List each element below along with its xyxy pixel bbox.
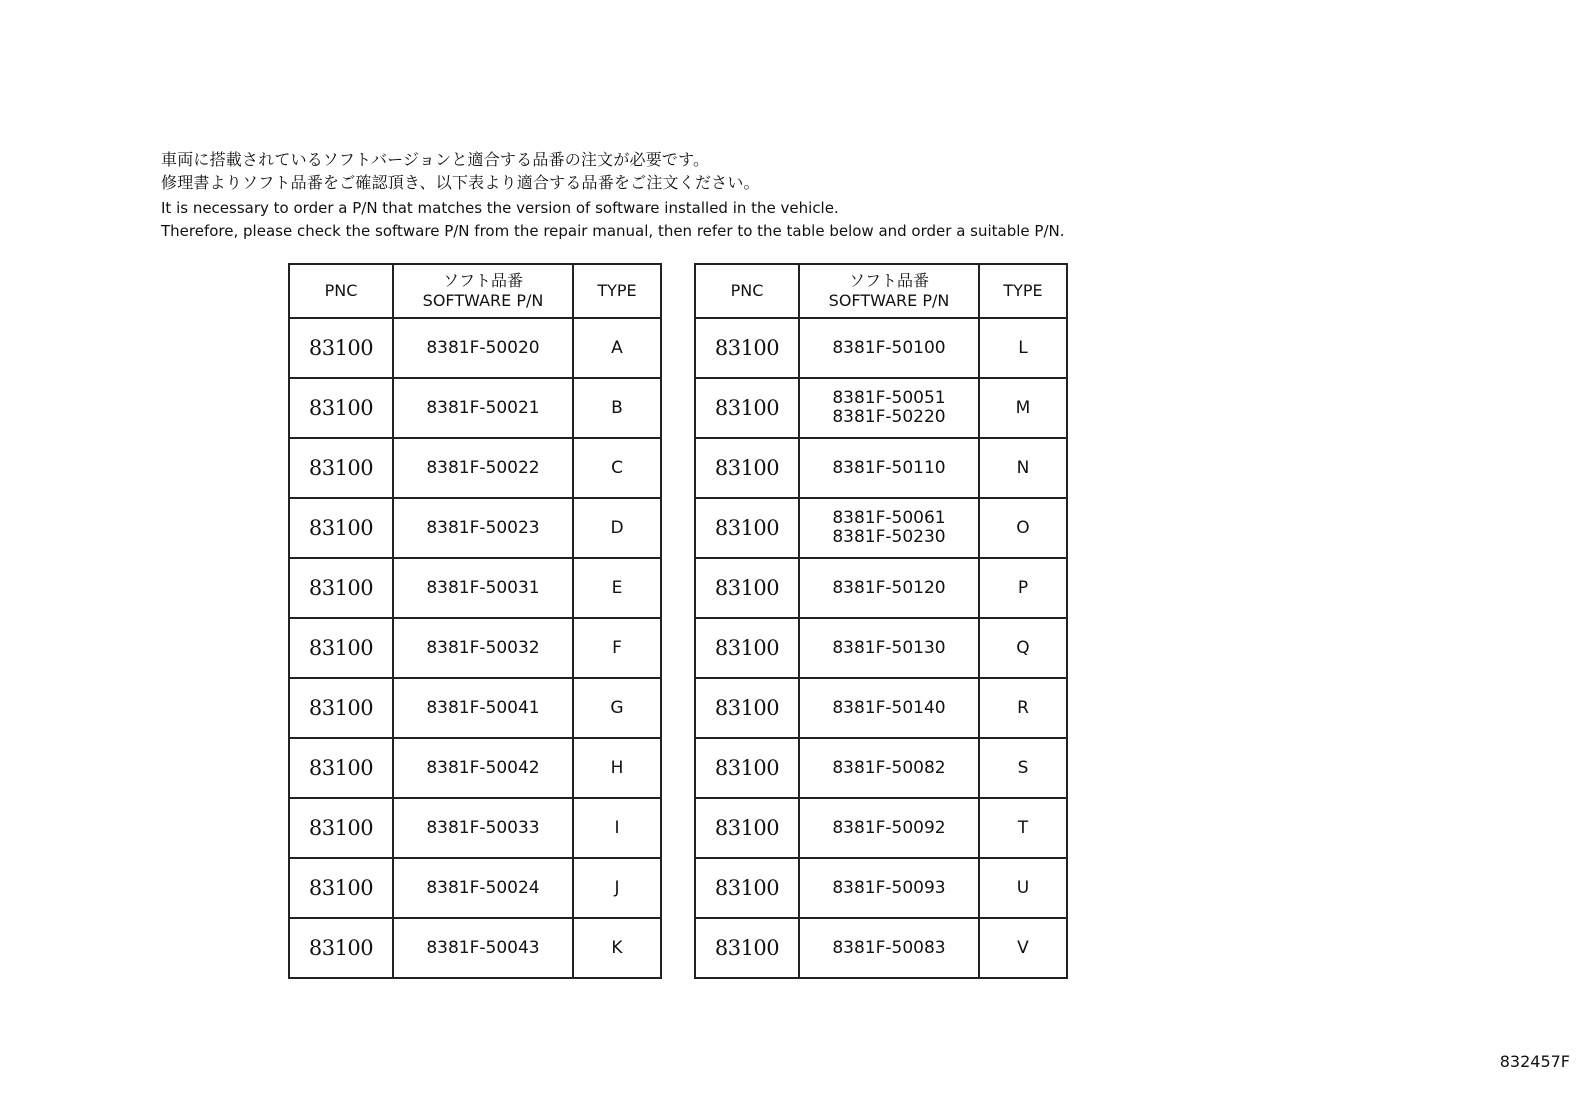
header-type: TYPE	[979, 264, 1067, 318]
table-row	[289, 318, 661, 378]
table-row	[695, 558, 1067, 618]
software-pn: 8381F-50041	[426, 697, 540, 718]
type-cell: J	[573, 858, 661, 918]
table-row	[289, 558, 661, 618]
header-pnc: PNC	[695, 264, 799, 318]
software-pn-cell	[393, 918, 573, 978]
table-row	[289, 798, 661, 858]
table-row	[289, 498, 661, 558]
pnc-cell: 83100	[289, 798, 393, 858]
software-pn: 8381F-50042	[426, 757, 540, 778]
header-software-pn	[799, 264, 979, 318]
software-pn: 8381F-50023	[426, 517, 540, 538]
pnc-cell: 83100	[695, 438, 799, 498]
header-software-jp: ソフト品番	[848, 271, 929, 290]
software-pn-table-right	[694, 263, 1068, 979]
instruction-notes	[161, 148, 1065, 243]
pnc-cell: 83100	[289, 678, 393, 738]
software-pn: 8381F-50033	[426, 817, 540, 838]
type-cell: I	[573, 798, 661, 858]
table-row	[695, 498, 1067, 558]
type-cell: V	[979, 918, 1067, 978]
software-pn: 8381F-50032	[426, 637, 540, 658]
pnc-cell: 83100	[289, 918, 393, 978]
software-pn-cell	[393, 738, 573, 798]
software-pn-cell	[799, 318, 979, 378]
type-cell: C	[573, 438, 661, 498]
software-pn: 8381F-50031	[426, 577, 540, 598]
table-row	[695, 618, 1067, 678]
table-row	[289, 738, 661, 798]
note-en-line-1: It is necessary to order a P/N that matches the version of software installed in the vehicle.	[161, 199, 839, 217]
software-pn-cell	[799, 618, 979, 678]
type-cell: D	[573, 498, 661, 558]
pnc-cell: 83100	[695, 858, 799, 918]
pnc-cell: 83100	[289, 318, 393, 378]
type-cell: U	[979, 858, 1067, 918]
note-jp-line-1: 車両に搭載されているソフトバージョンと適合する品番の注文が必要です。	[161, 150, 710, 169]
pnc-cell: 83100	[695, 798, 799, 858]
type-cell: P	[979, 558, 1067, 618]
pnc-cell: 83100	[695, 498, 799, 558]
software-pn: 8381F-50092	[832, 817, 946, 838]
table-body-right	[695, 318, 1067, 978]
table-row	[695, 798, 1067, 858]
pnc-cell: 83100	[289, 858, 393, 918]
type-cell: N	[979, 438, 1067, 498]
software-pn: 8381F-50230	[832, 527, 946, 547]
header-software-en: SOFTWARE P/N	[422, 291, 544, 310]
table-row	[695, 438, 1067, 498]
table-row	[695, 678, 1067, 738]
pnc-cell: 83100	[695, 318, 799, 378]
pnc-cell: 83100	[289, 558, 393, 618]
software-pn-cell	[393, 858, 573, 918]
table-header-row	[695, 264, 1067, 318]
pnc-cell: 83100	[695, 738, 799, 798]
software-pn: 8381F-50110	[832, 457, 946, 478]
software-pn: 8381F-50120	[832, 577, 946, 598]
software-pn-cell	[799, 678, 979, 738]
table-row	[289, 858, 661, 918]
type-cell: S	[979, 738, 1067, 798]
type-cell: G	[573, 678, 661, 738]
software-pn: 8381F-50022	[426, 457, 540, 478]
software-pn-cell	[393, 318, 573, 378]
note-jp-line-2: 修理書よりソフト品番をご確認頂き、以下表より適合する品番をご注文ください。	[161, 173, 760, 192]
software-pn: 8381F-50061	[832, 508, 946, 528]
type-cell: O	[979, 498, 1067, 558]
pnc-cell: 83100	[695, 678, 799, 738]
table-row	[289, 618, 661, 678]
pnc-cell: 83100	[695, 558, 799, 618]
pnc-cell: 83100	[289, 738, 393, 798]
software-pn-cell	[799, 438, 979, 498]
software-pn: 8381F-50130	[832, 637, 946, 658]
header-software-pn	[393, 264, 573, 318]
table-row	[289, 918, 661, 978]
software-pn-cell	[799, 798, 979, 858]
table-row	[289, 438, 661, 498]
software-pn-cell	[799, 918, 979, 978]
type-cell: F	[573, 618, 661, 678]
software-pn: 8381F-50051	[832, 388, 946, 408]
software-pn-cell	[799, 858, 979, 918]
note-en-line-2: Therefore, please check the software P/N from the repair manual, then refer to the table below and order a suitable P/N.	[161, 222, 1065, 240]
software-pn-cell	[393, 558, 573, 618]
software-pn: 8381F-50100	[832, 337, 946, 358]
software-pn: 8381F-50043	[426, 937, 540, 958]
table-row	[289, 678, 661, 738]
pnc-cell: 83100	[695, 918, 799, 978]
type-cell: M	[979, 378, 1067, 438]
type-cell: A	[573, 318, 661, 378]
type-cell: H	[573, 738, 661, 798]
software-pn-cell	[799, 498, 979, 558]
software-pn-cell	[393, 378, 573, 438]
software-pn: 8381F-50083	[832, 937, 946, 958]
type-cell: B	[573, 378, 661, 438]
software-pn-cell	[393, 798, 573, 858]
type-cell: E	[573, 558, 661, 618]
pnc-cell: 83100	[695, 618, 799, 678]
pnc-cell: 83100	[289, 498, 393, 558]
software-pn-cell	[393, 438, 573, 498]
software-pn: 8381F-50220	[832, 407, 946, 427]
type-cell: T	[979, 798, 1067, 858]
header-type: TYPE	[573, 264, 661, 318]
software-pn-cell	[799, 738, 979, 798]
software-pn-cell	[393, 678, 573, 738]
pnc-cell: 83100	[289, 618, 393, 678]
header-software-jp: ソフト品番	[442, 271, 523, 290]
software-pn: 8381F-50024	[426, 877, 540, 898]
type-cell: K	[573, 918, 661, 978]
header-software-en: SOFTWARE P/N	[828, 291, 950, 310]
table-body-left	[289, 318, 661, 978]
pnc-cell: 83100	[289, 438, 393, 498]
pnc-cell: 83100	[695, 378, 799, 438]
header-pnc: PNC	[289, 264, 393, 318]
type-cell: L	[979, 318, 1067, 378]
table-row	[695, 918, 1067, 978]
software-pn: 8381F-50093	[832, 877, 946, 898]
software-pn-cell	[799, 378, 979, 438]
software-pn-cell	[393, 498, 573, 558]
software-pn: 8381F-50140	[832, 697, 946, 718]
table-header-row	[289, 264, 661, 318]
type-cell: R	[979, 678, 1067, 738]
pnc-cell: 83100	[289, 378, 393, 438]
table-row	[695, 318, 1067, 378]
table-row	[289, 378, 661, 438]
software-pn-cell	[799, 558, 979, 618]
software-pn: 8381F-50020	[426, 337, 540, 358]
table-row	[695, 858, 1067, 918]
software-pn: 8381F-50082	[832, 757, 946, 778]
figure-code: 832457F	[1499, 1052, 1570, 1071]
software-pn-cell	[393, 618, 573, 678]
software-pn-table-left	[288, 263, 662, 979]
table-row	[695, 378, 1067, 438]
table-row	[695, 738, 1067, 798]
type-cell: Q	[979, 618, 1067, 678]
software-pn: 8381F-50021	[426, 397, 540, 418]
